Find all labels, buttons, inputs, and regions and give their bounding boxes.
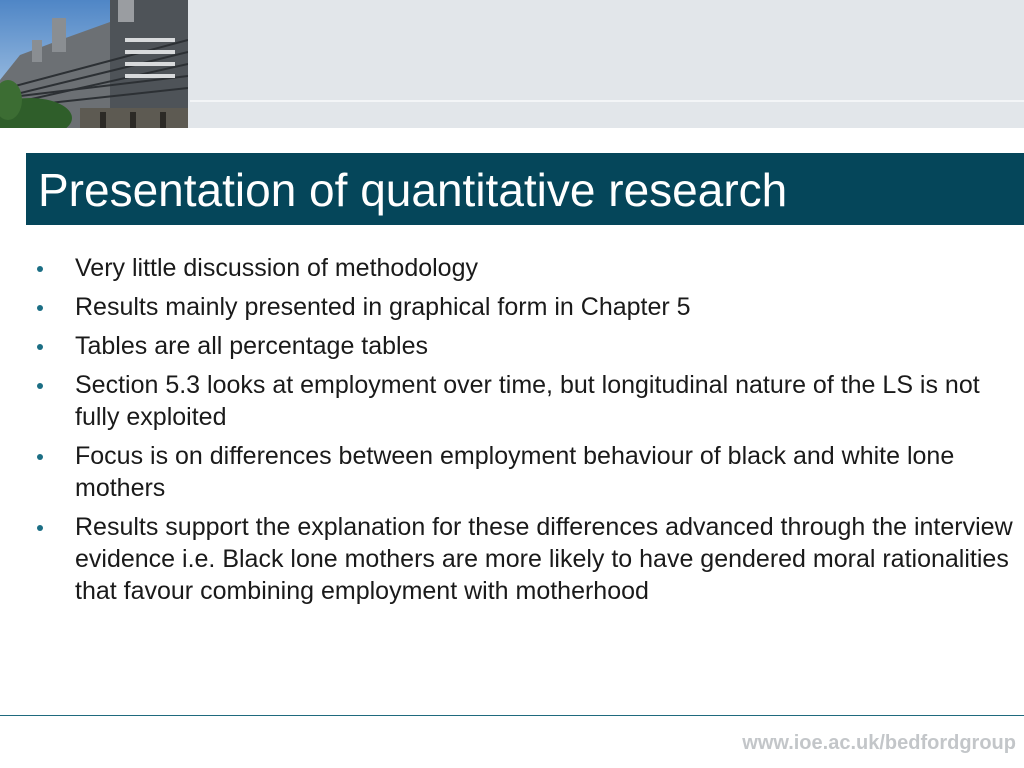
bullet-item [34,330,1019,362]
building-photo-icon [0,0,188,128]
bullet-dot-icon [37,344,43,350]
bullet-list [34,252,1019,614]
bullet-text: Results mainly presented in graphical form in Chapter 5 [75,293,691,321]
bullet-item [34,440,1019,504]
bullet-text: Results support the explanation for these differences advanced through the interview evidence i.e. Black lone mothers are more likely to have gendered moral rationalities that favour combining employment with motherhood [75,513,1013,605]
bullet-text: Focus is on differences between employment behaviour of black and white lone mothers [75,442,955,502]
slide-title: Presentation of quantitative research [38,164,788,216]
bullet-dot-icon [37,266,43,272]
title-bar [26,153,1024,225]
bullet-dot-icon [37,454,43,460]
header-divider [190,100,1024,102]
bullet-text: Very little discussion of methodology [75,254,478,282]
bullet-item [34,291,1019,323]
bullet-dot-icon [37,525,43,531]
bullet-item [34,511,1019,607]
footer-url: www.ioe.ac.uk/bedfordgroup [742,732,1016,754]
bullet-text: Section 5.3 looks at employment over time, but longitudinal nature of the LS is not fully exploited [75,371,980,431]
bullet-item [34,252,1019,284]
bullet-dot-icon [37,305,43,311]
footer-divider [0,715,1024,716]
bullet-text: Tables are all percentage tables [75,332,429,360]
bullet-item [34,369,1019,433]
header-building-photo [0,0,188,128]
bullet-dot-icon [37,383,43,389]
